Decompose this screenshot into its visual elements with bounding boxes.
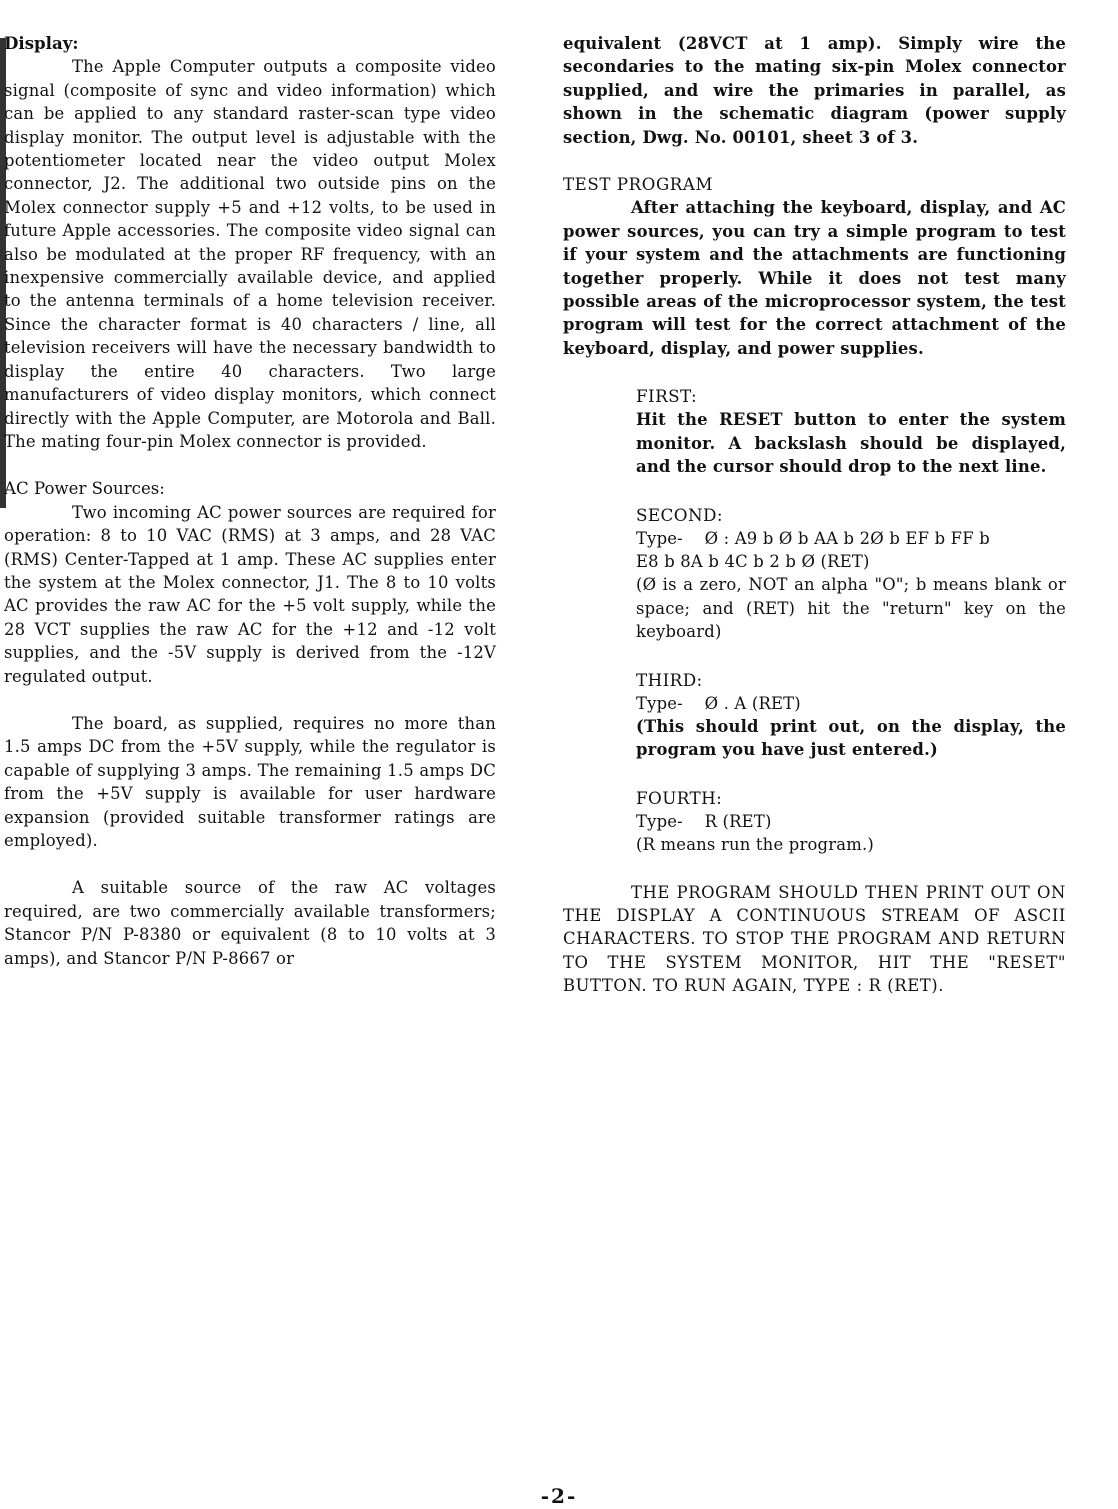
page-number: -2-	[540, 1484, 578, 1508]
step-second-note: (Ø is a zero, NOT an alpha "O"; b means blank or space; and (RET) hit the "return" key on the keyboard)	[636, 575, 1066, 642]
ac-power-paragraph: Two incoming AC power sources are required for operation: 8 to 10 VAC (RMS) at 3 amps, and 28 VAC (RMS) Center-Tapped at 1 amp. These AC supplies enter the system at the Molex connector, J1. The 8 to 10 volts AC provides the raw AC for the +5 volt supply, while the 28 VCT supplies the raw AC for the +12 and -12 volt supplies, and the -5V supply is derived from the -12V regulated output.	[4, 502, 496, 686]
test-program-heading: TEST PROGRAM	[563, 175, 714, 195]
test-program-paragraph: After attaching the keyboard, display, and AC power sources, you can try a simple program to test if your system and the attachments are functioning together properly. While it does not test many possible areas of the microprocessor system, the test program will test for the correct attachment of the keyboard, display, and power supplies.	[563, 198, 1066, 358]
display-paragraph: The Apple Computer outputs a composite video signal (composite of sync and video information) which can be applied to any standard raster-scan type video display monitor. The output level is adjustable with the potentiometer located near the video output Molex connector, J2. The additional two outside pins on the Molex connector supply +5 and +12 volts, to be used in future Apple accessories. The composite video signal can also be modulated at the proper RF frequency, with an inexpensive commercially available device, and applied to the antenna terminals of a home television receiver. Since the character format is 40 characters / line, all television receivers will have the necessary bandwidth to display the entire 40 characters. Two large manufacturers of video display monitors, which connect directly with the Apple Computer, are Motorola and Ball. The mating four-pin Molex connector is provided.	[4, 57, 496, 451]
ac-power-heading: AC Power Sources:	[4, 479, 165, 499]
step-fourth	[636, 786, 1066, 857]
transformer-continued-paragraph: equivalent (28VCT at 1 amp). Simply wire the secondaries to the mating six-pin Molex connector supplied, and wire the primaries in parallel, as shown in the schematic diagram (power supply section, Dwg. No. 00101, sheet 3 of 3.	[563, 34, 1066, 147]
right-column	[563, 32, 1066, 998]
step-first-text: Hit the RESET button to enter the system monitor. A backslash should be displayed, and the cursor should drop to the next line.	[636, 410, 1066, 477]
display-heading: Display:	[4, 33, 79, 53]
final-instructions-paragraph: THE PROGRAM SHOULD THEN PRINT OUT ON THE DISPLAY A CONTINUOUS STREAM OF ASCII CHARACTERS. TO STOP THE PROGRAM AND RETURN TO THE SYSTEM MONITOR, HIT THE "RESET" BUTTON. TO RUN AGAIN, TYPE : R (RET).	[563, 882, 1066, 996]
step-first-title: FIRST:	[636, 386, 698, 407]
left-column	[4, 32, 496, 970]
board-current-paragraph: The board, as supplied, requires no more than 1.5 amps DC from the +5V supply, while the regulator is capable of supplying 3 amps. The remaining 1.5 amps DC from the +5V supply is available for user hardware expansion (provided suitable transformer ratings are employed).	[4, 713, 496, 850]
step-second-title: SECOND:	[636, 504, 723, 525]
step-second	[636, 503, 1066, 644]
step-third-line: Type- Ø . A (RET)	[636, 693, 801, 713]
step-second-line-1: Type- Ø : A9 b Ø b AA b 2Ø b EF b FF b	[636, 528, 990, 548]
step-first	[636, 384, 1066, 478]
step-fourth-line: Type- R (RET)	[636, 811, 772, 831]
step-second-line-2: E8 b 8A b 4C b 2 b Ø (RET)	[636, 551, 870, 571]
step-fourth-note: (R means run the program.)	[636, 835, 874, 855]
step-third	[636, 668, 1066, 762]
step-third-title: THIRD:	[636, 669, 703, 690]
step-fourth-title: FOURTH:	[636, 787, 723, 808]
step-third-note: (This should print out, on the display, the program you have just entered.)	[636, 716, 1066, 760]
transformer-source-paragraph: A suitable source of the raw AC voltages required, are two commercially available transformers; Stancor P/N P-8380 or equivalent (8 to 10 volts at 3 amps), and Stancor P/N P-8667 or	[4, 878, 496, 968]
